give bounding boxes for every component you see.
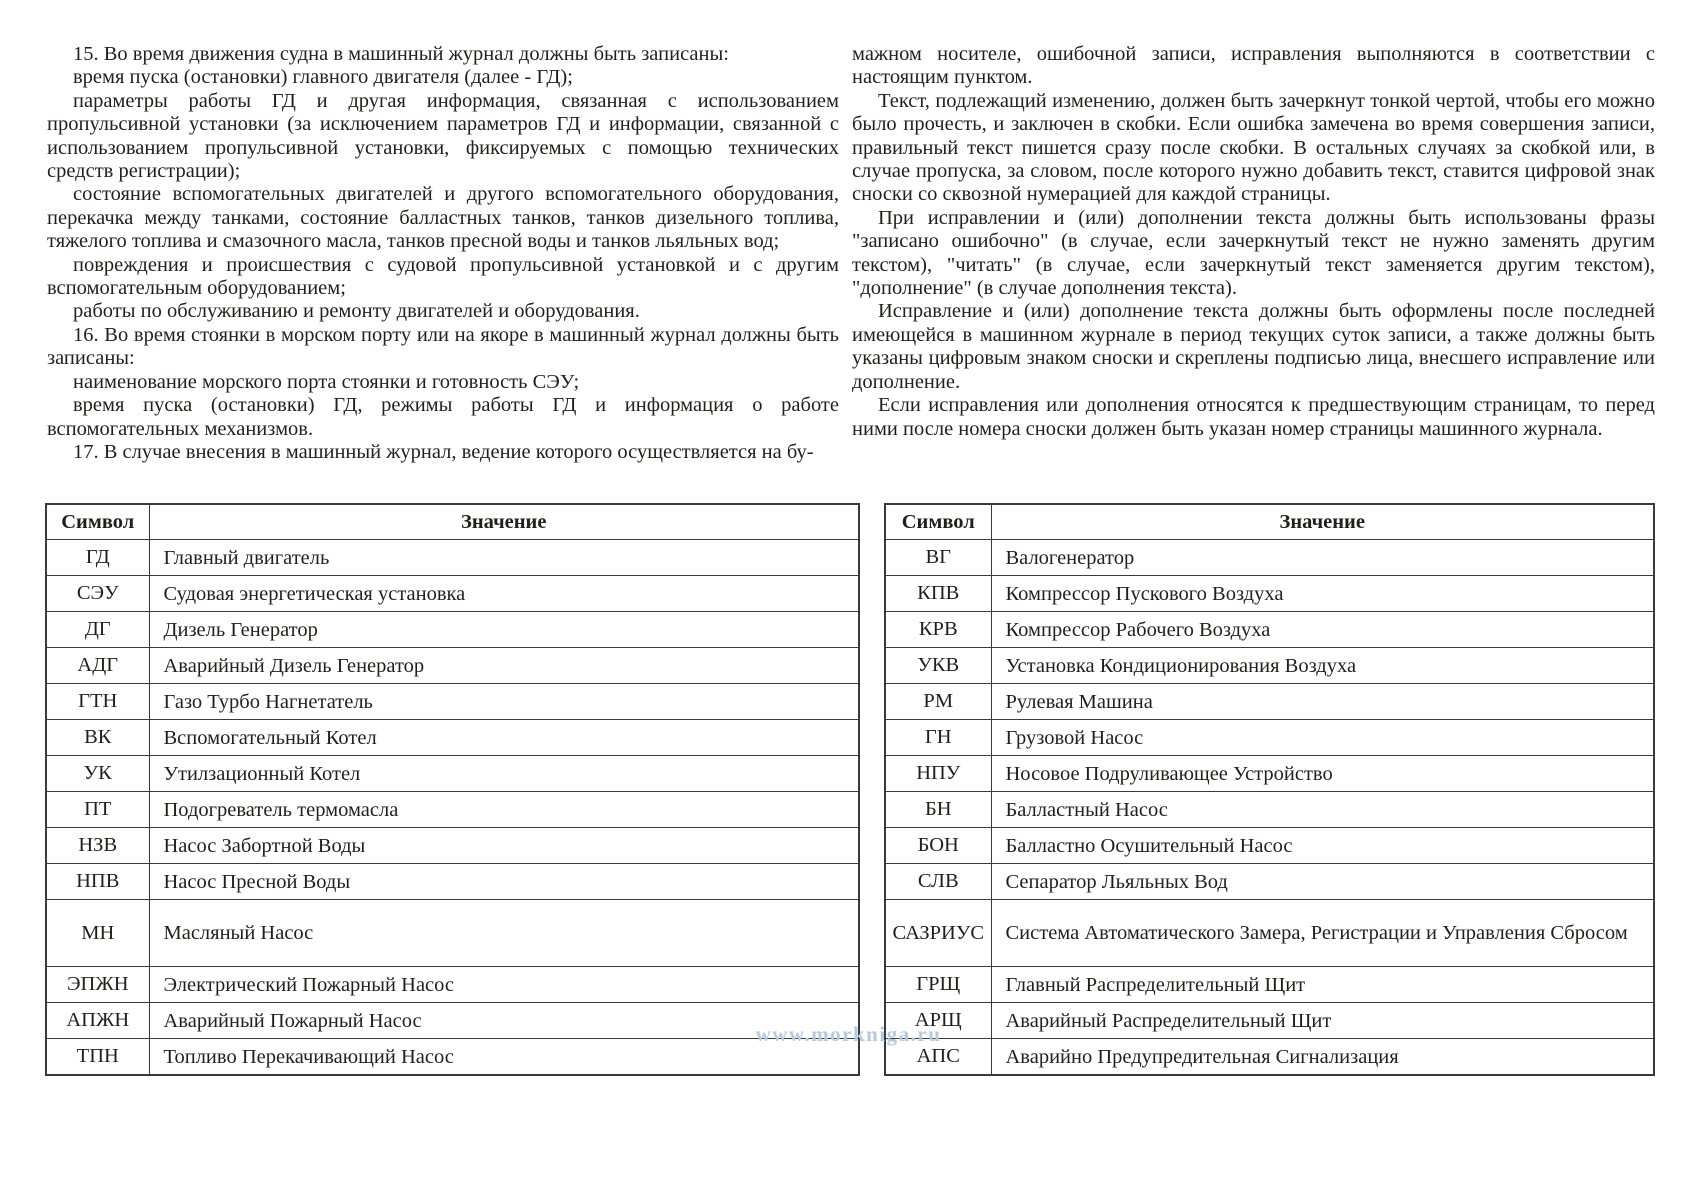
table-row: [885, 612, 1654, 648]
symbol-cell: ВГ: [885, 540, 991, 576]
table-row: [46, 576, 859, 612]
value-cell: Система Автоматического Замера, Регистрации и Управления Сбросом: [991, 900, 1654, 967]
value-cell: Сепаратор Льяльных Вод: [991, 864, 1654, 900]
symbol-cell: ПТ: [46, 792, 149, 828]
table-row: [885, 792, 1654, 828]
value-cell: Балластный Насос: [991, 792, 1654, 828]
symbol-cell: ГТН: [46, 684, 149, 720]
symbol-cell: ВК: [46, 720, 149, 756]
watermark-text: www.morkniga.ru: [755, 1022, 942, 1046]
value-cell: Электрический Пожарный Насос: [149, 967, 859, 1003]
abbreviation-table-right: [884, 503, 1655, 1076]
value-cell: Утилзационный Котел: [149, 756, 859, 792]
symbol-cell: АДГ: [46, 648, 149, 684]
symbol-cell: АРЩ: [885, 1003, 991, 1039]
value-cell: Носовое Подруливающее Устройство: [991, 756, 1654, 792]
value-cell: Компрессор Рабочего Воздуха: [991, 612, 1654, 648]
abbreviation-table-left: [45, 503, 860, 1076]
value-cell: Главный Распределительный Щит: [991, 967, 1654, 1003]
paragraph: наименование морского порта стоянки и готовность СЭУ;: [73, 370, 580, 393]
paragraph: время пуска (остановки) главного двигателя (далее - ГД);: [73, 66, 573, 89]
table-row: [46, 792, 859, 828]
paragraph: 17. В случае внесения в машинный журнал, ведение которого осуществляется на бу-: [73, 440, 814, 463]
value-header-cell: Значение: [991, 504, 1654, 540]
value-cell: Аварийно Предупредительная Сигнализация: [991, 1039, 1654, 1076]
symbol-header-cell: Символ: [46, 504, 149, 540]
value-cell: Установка Кондиционирования Воздуха: [991, 648, 1654, 684]
paragraph: При исправлении и (или) дополнении текста должны быть использованы фразы "записано ошибочно" (в случае, если зачеркнутый текст не нужно заменять другим текстом), "читать" (в случае, если зачеркнутый текст заменяется другим текстом), "дополнение" (в случае дополнения текста).: [852, 206, 1655, 300]
table-row: [885, 576, 1654, 612]
symbol-cell: УКВ: [885, 648, 991, 684]
paragraph: Текст, подлежащий изменению, должен быть зачеркнут тонкой чертой, чтобы его можно было прочесть, и заключен в скобки. Если ошибка замечена во время совершения записи, правильный текст пишется сразу после скобки. В остальных случаях за скобкой или, в случае пропуска, за словом, после которого нужно добавить текст, ставится цифровой знак сноски со сквозной нумерацией для каждой страницы.: [852, 89, 1655, 206]
table-row: [46, 720, 859, 756]
symbol-header-cell: Символ: [885, 504, 991, 540]
value-cell: Аварийный Распределительный Щит: [991, 1003, 1654, 1039]
value-cell: Грузовой Насос: [991, 720, 1654, 756]
symbol-cell: НПУ: [885, 756, 991, 792]
value-cell: Компрессор Пускового Воздуха: [991, 576, 1654, 612]
table-row: [885, 540, 1654, 576]
table-row: [46, 612, 859, 648]
symbol-cell: ДГ: [46, 612, 149, 648]
table-row: [46, 828, 859, 864]
table-row: [46, 756, 859, 792]
table-row: [46, 864, 859, 900]
symbol-cell: АПС: [885, 1039, 991, 1076]
symbol-cell: ТПН: [46, 1039, 149, 1076]
value-header-cell: Значение: [149, 504, 859, 540]
value-cell: Аварийный Дизель Генератор: [149, 648, 859, 684]
symbol-cell: УК: [46, 756, 149, 792]
symbol-cell: ГД: [46, 540, 149, 576]
table-row: [46, 648, 859, 684]
symbol-cell: СЛВ: [885, 864, 991, 900]
symbol-cell: ЭПЖН: [46, 967, 149, 1003]
symbol-cell: БН: [885, 792, 991, 828]
paragraph: повреждения и происшествия с судовой пропульсивной установкой и с другим вспомогательным оборудованием;: [47, 253, 839, 300]
table-row: [885, 756, 1654, 792]
table-row: [885, 684, 1654, 720]
value-cell: Валогенератор: [991, 540, 1654, 576]
table-header-row: [885, 504, 1654, 540]
symbol-cell: САЗРИУС: [885, 900, 991, 967]
symbol-cell: МН: [46, 900, 149, 967]
symbol-cell: РМ: [885, 684, 991, 720]
symbol-cell: КПВ: [885, 576, 991, 612]
paragraph: состояние вспомогательных двигателей и другого вспомогательного оборудования, перекачка между танками, состояние балластных танков, танков дизельного топлива, тяжелого топлива и смазочного масла, танков пресной воды и танков льяльных вод;: [47, 183, 839, 253]
symbol-cell: НПВ: [46, 864, 149, 900]
value-cell: Судовая энергетическая установка: [149, 576, 859, 612]
value-cell: Вспомогательный Котел: [149, 720, 859, 756]
table-row: [885, 967, 1654, 1003]
symbol-cell: АПЖН: [46, 1003, 149, 1039]
table-row: [885, 828, 1654, 864]
paragraph: параметры работы ГД и другая информация, связанная с использованием пропульсивной установки (за исключением параметров ГД и информации, связанной с использованием пропульсивной установки, фиксируемых с помощью технических средств регистрации);: [47, 89, 839, 183]
table-row: [885, 720, 1654, 756]
value-cell: Газо Турбо Нагнетатель: [149, 684, 859, 720]
value-cell: Рулевая Машина: [991, 684, 1654, 720]
value-cell: Насос Пресной Воды: [149, 864, 859, 900]
paragraph: 15. Во время движения судна в машинный журнал должны быть записаны:: [73, 43, 729, 65]
paragraph: мажном носителе, ошибочной записи, исправления выполняются в соответствии с настоящим пунктом.: [852, 43, 1655, 89]
table-row: [885, 900, 1654, 967]
value-cell: Насос Забортной Воды: [149, 828, 859, 864]
table-row: [46, 967, 859, 1003]
table-row: [885, 864, 1654, 900]
paragraph: время пуска (остановки) ГД, режимы работы ГД и информация о работе вспомогательных механизмов.: [47, 394, 839, 440]
text-column-left: [47, 43, 839, 464]
value-cell: Аварийный Пожарный Насос: [149, 1003, 859, 1039]
table-row: [46, 540, 859, 576]
symbol-cell: ГН: [885, 720, 991, 756]
paragraph: работы по обслуживанию и ремонту двигателей и оборудования.: [73, 300, 640, 323]
symbol-cell: ГРЩ: [885, 967, 991, 1003]
symbol-cell: КРВ: [885, 612, 991, 648]
paragraph: Если исправления или дополнения относятся к предшествующим страницам, то перед ними после номера сноски должен быть указан номер страницы машинного журнала.: [852, 394, 1655, 440]
value-cell: Топливо Перекачивающий Насос: [149, 1039, 859, 1076]
value-cell: Главный двигатель: [149, 540, 859, 576]
table-row: [46, 684, 859, 720]
paragraph: Исправление и (или) дополнение текста должны быть оформлены после последней имеющейся в машинном журнале в период текущих суток записи, а также должны быть указаны цифровым знаком сноски и скреплены подписью лица, внесшего исправление или дополнение.: [852, 300, 1655, 393]
symbol-cell: БОН: [885, 828, 991, 864]
text-column-right: [852, 43, 1655, 441]
table-row: [885, 648, 1654, 684]
value-cell: Балластно Осушительный Насос: [991, 828, 1654, 864]
symbol-cell: СЭУ: [46, 576, 149, 612]
value-cell: Масляный Насос: [149, 900, 859, 967]
symbol-cell: НЗВ: [46, 828, 149, 864]
table-header-row: [46, 504, 859, 540]
paragraph: 16. Во время стоянки в морском порту или на якоре в машинный журнал должны быть записаны:: [47, 323, 839, 370]
table-row: [46, 900, 859, 967]
value-cell: Подогреватель термомасла: [149, 792, 859, 828]
value-cell: Дизель Генератор: [149, 612, 859, 648]
